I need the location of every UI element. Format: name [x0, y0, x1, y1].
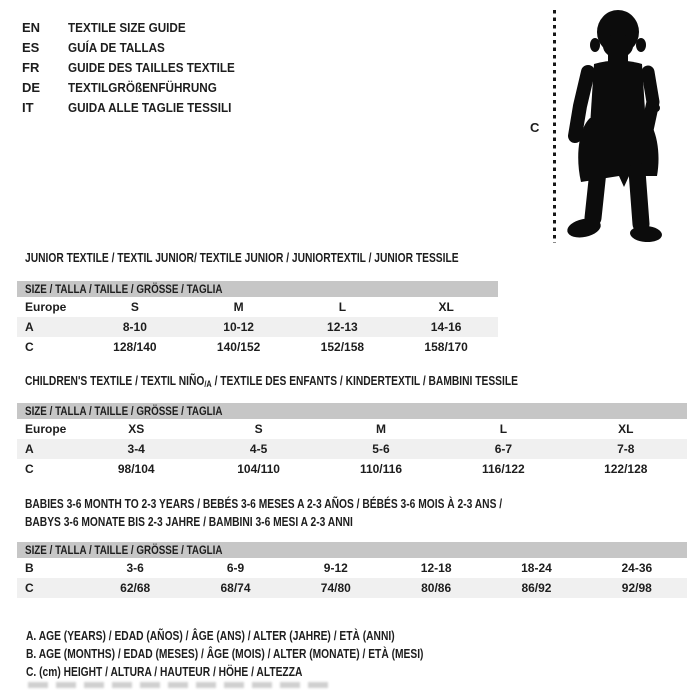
language-row [22, 78, 253, 98]
children-heading-prefix: CHILDREN'S TEXTILE / TEXTIL NIÑO [25, 374, 205, 388]
size-cell: 7-8 [617, 442, 635, 456]
table-row [17, 297, 498, 317]
footnote-b-text: B. AGE (MONTHS) / EDAD (MESES) / ÂGE (MOIS) / ALTER (MONATE) / ETÀ (MESI) [26, 647, 424, 661]
language-code: DE [22, 80, 41, 95]
table-row [17, 337, 498, 357]
size-cell: 12-13 [327, 320, 358, 334]
size-cell: 10-12 [223, 320, 254, 334]
size-cell: 116/122 [482, 462, 525, 476]
size-cell: 140/152 [216, 340, 261, 354]
footnotes [26, 627, 511, 681]
language-label: GUÍA DE TALLAS [68, 40, 165, 55]
row-label-cell: B [25, 561, 34, 575]
row-label-cell: Europe [25, 300, 67, 314]
size-cell: M [375, 422, 386, 436]
height-measure-line [553, 10, 556, 243]
row-label-cell: C [25, 462, 34, 476]
language-row [22, 38, 253, 58]
size-cell: XL [618, 422, 634, 436]
size-cell: S [130, 300, 139, 314]
table-row [17, 317, 498, 337]
size-cell: 3-6 [126, 561, 144, 575]
size-cell: L [499, 422, 508, 436]
size-cell: 6-7 [494, 442, 513, 456]
size-cell: 68/74 [220, 581, 251, 595]
size-cell: 14-16 [430, 320, 462, 334]
cropped-text-artifact [28, 682, 334, 688]
table-row [17, 578, 687, 598]
children-heading-subscript: /A [204, 379, 212, 389]
row-label-cell: A [25, 320, 34, 334]
language-code: EN [22, 20, 41, 35]
table-row [17, 439, 687, 459]
size-cell: 3-4 [127, 442, 145, 456]
language-row [22, 98, 253, 118]
row-label-cell: A [25, 442, 34, 456]
junior-size-table [17, 281, 498, 357]
height-measure-label: C [530, 120, 540, 135]
footnote-b [26, 645, 511, 663]
table-row [17, 558, 687, 578]
size-cell: XL [438, 300, 454, 314]
footnote-c [26, 663, 511, 681]
children-section-heading [25, 372, 626, 393]
footnote-a [26, 627, 511, 645]
language-label: TEXTILE SIZE GUIDE [68, 20, 186, 35]
footnote-c-text: C. (cm) HEIGHT / ALTURA / HAUTEUR / HÖHE / ALTEZZA [26, 665, 303, 679]
row-label-cell: Europe [25, 422, 67, 436]
size-cell: 5-6 [372, 442, 390, 456]
size-cell: S [254, 422, 263, 436]
size-cell: 110/116 [359, 462, 402, 476]
language-row [22, 18, 253, 38]
baby-figure [520, 0, 700, 250]
size-cell: M [233, 300, 244, 314]
size-cell: 24-36 [621, 561, 653, 575]
size-cell: 9-12 [323, 561, 348, 575]
size-cell: 152/158 [320, 340, 365, 354]
language-code: FR [22, 60, 40, 75]
baby-silhouette [560, 6, 678, 244]
babies-size-table [17, 542, 687, 598]
language-code: ES [22, 40, 40, 55]
table-header-band-label: SIZE / TALLA / TAILLE / GRÖSSE / TAGLIA [25, 404, 223, 418]
language-row [22, 58, 253, 78]
table-header-band [17, 281, 498, 297]
size-cell: 92/98 [621, 581, 652, 595]
children-heading-text [25, 372, 518, 393]
size-cell: 128/140 [113, 340, 157, 354]
size-cell: 6-9 [226, 561, 245, 575]
table-header-band-label: SIZE / TALLA / TAILLE / GRÖSSE / TAGLIA [25, 543, 223, 557]
size-cell: 98/104 [117, 462, 155, 476]
size-cell: 104/110 [237, 462, 280, 476]
language-code: IT [22, 100, 34, 115]
size-cell: 8-10 [122, 320, 147, 334]
babies-heading-line2: BABYS 3-6 MONATE BIS 2-3 JAHRE / BAMBINI 3-6 MESI A 2-3 ANNI [25, 515, 353, 529]
junior-heading-text: JUNIOR TEXTILE / TEXTIL JUNIOR/ TEXTILE JUNIOR / JUNIORTEXTIL / JUNIOR TESSILE [25, 251, 459, 265]
junior-section-heading [25, 249, 554, 267]
size-cell: 74/80 [320, 581, 351, 595]
language-label: GUIDA ALLE TAGLIE TESSILI [68, 100, 232, 115]
children-heading-suffix: / TEXTILE DES ENFANTS / KINDERTEXTIL / BAMBINI TESSILE [211, 374, 518, 388]
table-header-band-label: SIZE / TALLA / TAILLE / GRÖSSE / TAGLIA [25, 282, 223, 296]
table-row [17, 459, 687, 479]
size-cell: 122/128 [604, 462, 648, 476]
children-size-table [17, 403, 687, 479]
language-label: GUIDE DES TAILLES TEXTILE [68, 60, 235, 75]
row-label-cell: C [25, 340, 34, 354]
size-cell: XS [128, 422, 145, 436]
babies-section-heading [25, 495, 607, 531]
footnote-a-text: A. AGE (YEARS) / EDAD (AÑOS) / ÂGE (ANS) / ALTER (JAHRE) / ETÀ (ANNI) [26, 629, 395, 643]
language-list [22, 18, 253, 118]
size-cell: 62/68 [120, 581, 151, 595]
table-header-band [17, 542, 687, 558]
size-cell: 12-18 [420, 561, 452, 575]
size-cell: 80/86 [421, 581, 452, 595]
size-cell: 4-5 [249, 442, 268, 456]
size-cell: L [338, 300, 347, 314]
table-row [17, 419, 687, 439]
size-cell: 86/92 [521, 581, 552, 595]
size-cell: 18-24 [521, 561, 552, 575]
language-label: TEXTILGRÖßENFÜHRUNG [68, 80, 217, 95]
size-cell: 158/170 [424, 340, 468, 354]
row-label-cell: C [25, 581, 34, 595]
babies-heading-line1: BABIES 3-6 MONTH TO 2-3 YEARS / BEBÉS 3-6 MESES A 2-3 AÑOS / BÉBÉS 3-6 MOIS À 2-3 ANS / [25, 497, 503, 511]
table-header-band [17, 403, 687, 419]
